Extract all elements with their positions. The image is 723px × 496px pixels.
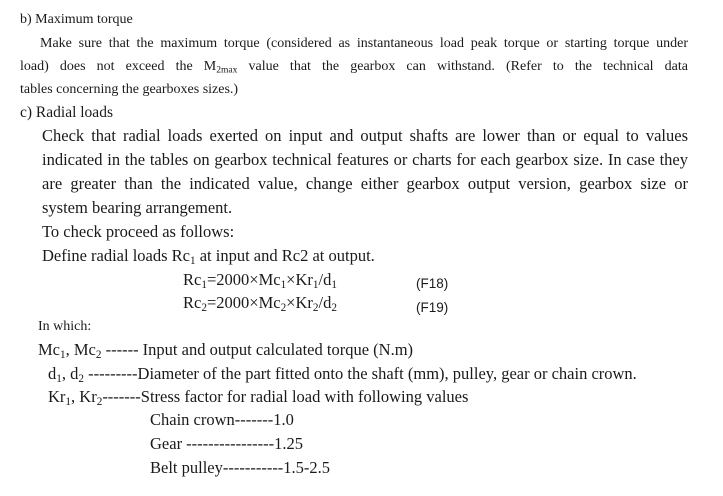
section-b-heading: b) Maximum torque (20, 12, 133, 27)
section-c-para-line-3: are greater than the indicated value, change either gearbox output version, gearbox size or (42, 174, 688, 193)
formula-f18-tag: (F18) (416, 276, 449, 291)
value-belt-pulley: Belt pulley-----------1.5-2.5 (150, 458, 331, 477)
section-c-para-line-2: indicated in the tables on gearbox technical features or charts for each gearbox size. In case they (42, 150, 688, 169)
formula-f19-tag: (F19) (416, 300, 449, 315)
formula-f18: $Rc_1=2000\times Mc_1\times Kr_1/d_1$ (183, 270, 337, 291)
value-gear: Gear ----------------1.25 (150, 434, 303, 453)
formula-f19: $Rc_2=2000\times Mc_2\times Kr_2/d_2$ (183, 293, 337, 314)
section-b-line-3: tables concerning the gearboxes sizes.) (20, 82, 239, 97)
section-b-line-2: load) does not exceed the $M_{2max}$ value that the gearbox can withstand. (Refer to the technical data (20, 59, 688, 76)
definition-d: $d_1$, $d_2$ ---------Diameter of the part fitted onto the shaft (mm), pulley, gear or chain crown. (48, 364, 637, 385)
section-c-heading: c) Radial loads (20, 104, 113, 121)
definition-kr: $Kr_1$, $Kr_2------$-Stress factor for radial load with following values (48, 387, 469, 408)
definition-mc: $Mc_1$, $Mc_2$ ------ Input and output calculated torque (N.m) (38, 340, 414, 361)
check-instruction: To check proceed as follows: (42, 222, 235, 241)
in-which-label: In which: (38, 319, 92, 334)
section-c-para-line-1: Check that radial loads exerted on input and output shafts are lower than or equal to values (42, 126, 688, 145)
value-chain-crown: Chain crown-------1.0 (150, 410, 294, 429)
section-c-para-line-4: system bearing arrangement. (42, 198, 233, 217)
section-b-line-1: Make sure that the maximum torque (considered as instantaneous load peak torque or starting torque under (40, 36, 688, 51)
define-instruction: Define radial loads $Rc_1$ at input and Rc2 at output. (42, 246, 375, 267)
